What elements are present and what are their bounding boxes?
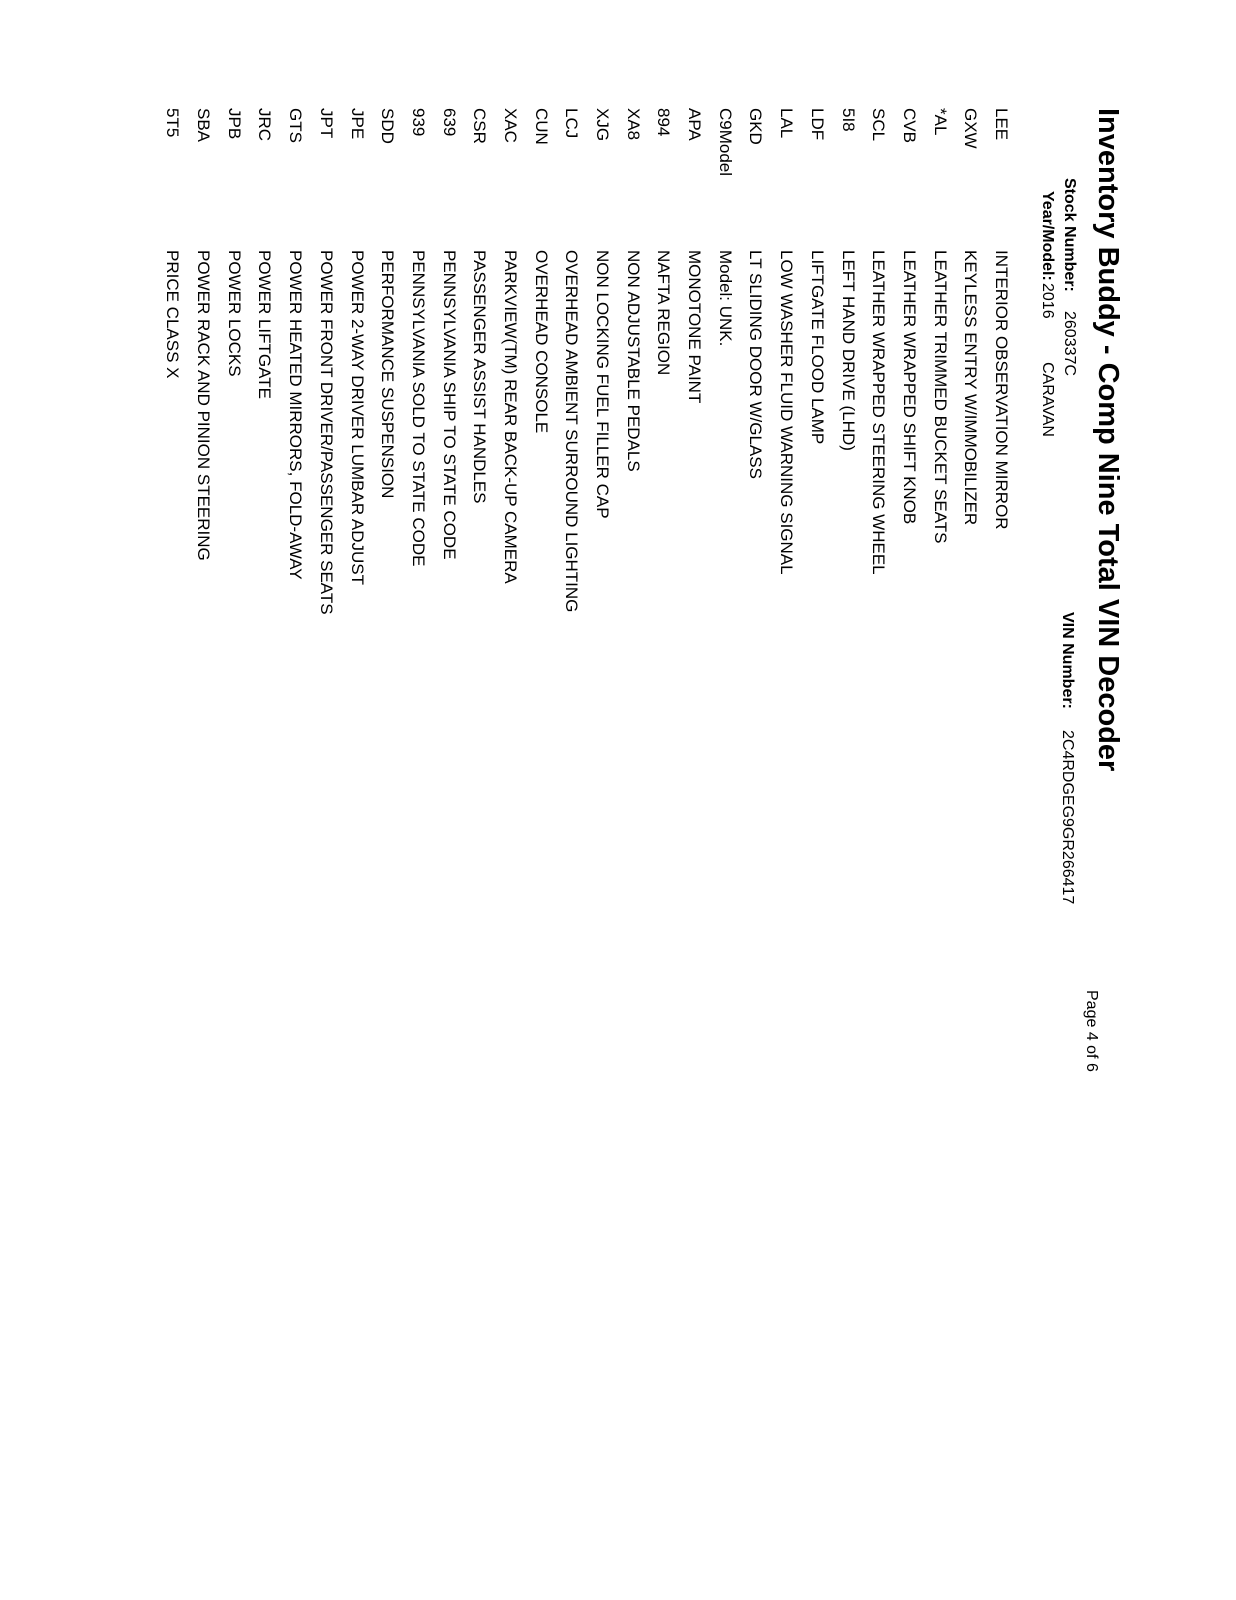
vin-number-value: 2C4RDGEG9GR266417: [1059, 730, 1076, 905]
page-indicator: Page 4 of 6: [1083, 990, 1100, 1072]
option-code: CUN: [531, 108, 551, 145]
option-code: 894: [654, 108, 674, 137]
stock-number-value: 260337C: [1061, 311, 1078, 376]
option-code: LDF: [807, 108, 827, 141]
option-description: MONOTONE PAINT: [685, 250, 705, 404]
page-title: Inventory Buddy - Comp Nine Total VIN Decoder: [1092, 108, 1124, 772]
option-code: 5T5: [163, 108, 183, 138]
option-code: JPE: [347, 108, 367, 140]
option-code: JRC: [255, 108, 275, 142]
year-value: 2016: [1039, 283, 1056, 319]
option-description: PENNSYLVANIA SHIP TO STATE CODE: [439, 250, 459, 560]
option-description: LT SLIDING DOOR W/GLASS: [746, 250, 766, 479]
option-description: POWER LIFTGATE: [255, 250, 275, 399]
option-description: PARKVIEW(TM) REAR BACK-UP CAMERA: [501, 250, 520, 584]
option-description: POWER RACK AND PINION STEERING: [194, 250, 214, 561]
option-code: *AL: [930, 108, 950, 136]
option-description: NON LOCKING FUEL FILLER CAP: [593, 250, 613, 519]
option-description: INTERIOR OBSERVATION MIRROR: [992, 250, 1011, 530]
option-code: SBA: [194, 108, 214, 143]
option-code: XJG: [593, 108, 613, 142]
option-code: XAC: [501, 108, 520, 143]
option-description: Model: UNK.: [715, 250, 735, 347]
option-code: SCL: [869, 108, 889, 142]
option-description: LEFT HAND DRIVE (LHD): [838, 250, 858, 451]
option-description: PASSENGER ASSIST HANDLES: [470, 250, 490, 504]
option-description: PENNSYLVANIA SOLD TO STATE CODE: [408, 250, 428, 567]
option-code: 939: [408, 108, 428, 137]
option-code: JPT: [316, 108, 336, 139]
option-description: LIFTGATE FLOOD LAMP: [807, 250, 827, 445]
option-code: XA8: [623, 108, 643, 141]
option-description: KEYLESS ENTRY W/IMMOBILIZER: [961, 250, 981, 526]
option-description: OVERHEAD AMBIENT SURROUND LIGHTING: [562, 250, 582, 613]
model-value: CARAVAN: [1039, 362, 1056, 437]
option-description: POWER FRONT DRIVER/PASSENGER SEATS: [316, 250, 336, 615]
option-description: LEATHER WRAPPED STEERING WHEEL: [869, 250, 889, 575]
option-code: 5I8: [838, 108, 858, 132]
option-description: LEATHER TRIMMED BUCKET SEATS: [930, 250, 950, 544]
option-code: CVB: [899, 108, 919, 143]
option-code: GTS: [286, 108, 306, 143]
option-description: LOW WASHER FLUID WARNING SIGNAL: [777, 250, 797, 575]
year-model-label: Year/Model:: [1039, 191, 1056, 281]
option-description: PERFORMANCE SUSPENSION: [378, 250, 398, 499]
option-description: PRICE CLASS X: [163, 250, 183, 379]
option-code: CSR: [470, 108, 490, 144]
option-code: SDD: [378, 108, 398, 144]
option-description: OVERHEAD CONSOLE: [531, 250, 551, 434]
option-code: C9Model: [715, 108, 735, 177]
option-description: LEATHER WRAPPED SHIFT KNOB: [899, 250, 919, 525]
option-code: 639: [439, 108, 459, 137]
stock-number-label: Stock Number:: [1061, 178, 1078, 292]
option-description: POWER 2-WAY DRIVER LUMBAR ADJUST: [347, 250, 367, 586]
option-description: POWER HEATED MIRRORS, FOLD-AWAY: [286, 250, 306, 580]
option-description: NAFTA REGION: [654, 250, 674, 376]
option-description: NON ADJUSTABLE PEDALS: [623, 250, 643, 472]
option-code: LAL: [777, 108, 797, 139]
option-code: LCJ: [562, 108, 582, 139]
option-code: GXW: [961, 108, 981, 149]
vin-number-label: VIN Number:: [1059, 612, 1076, 709]
option-code: APA: [685, 108, 705, 141]
option-description: POWER LOCKS: [224, 250, 244, 377]
option-code: LEE: [992, 108, 1011, 141]
option-code: JPB: [224, 108, 244, 140]
option-code: GKD: [746, 108, 766, 145]
